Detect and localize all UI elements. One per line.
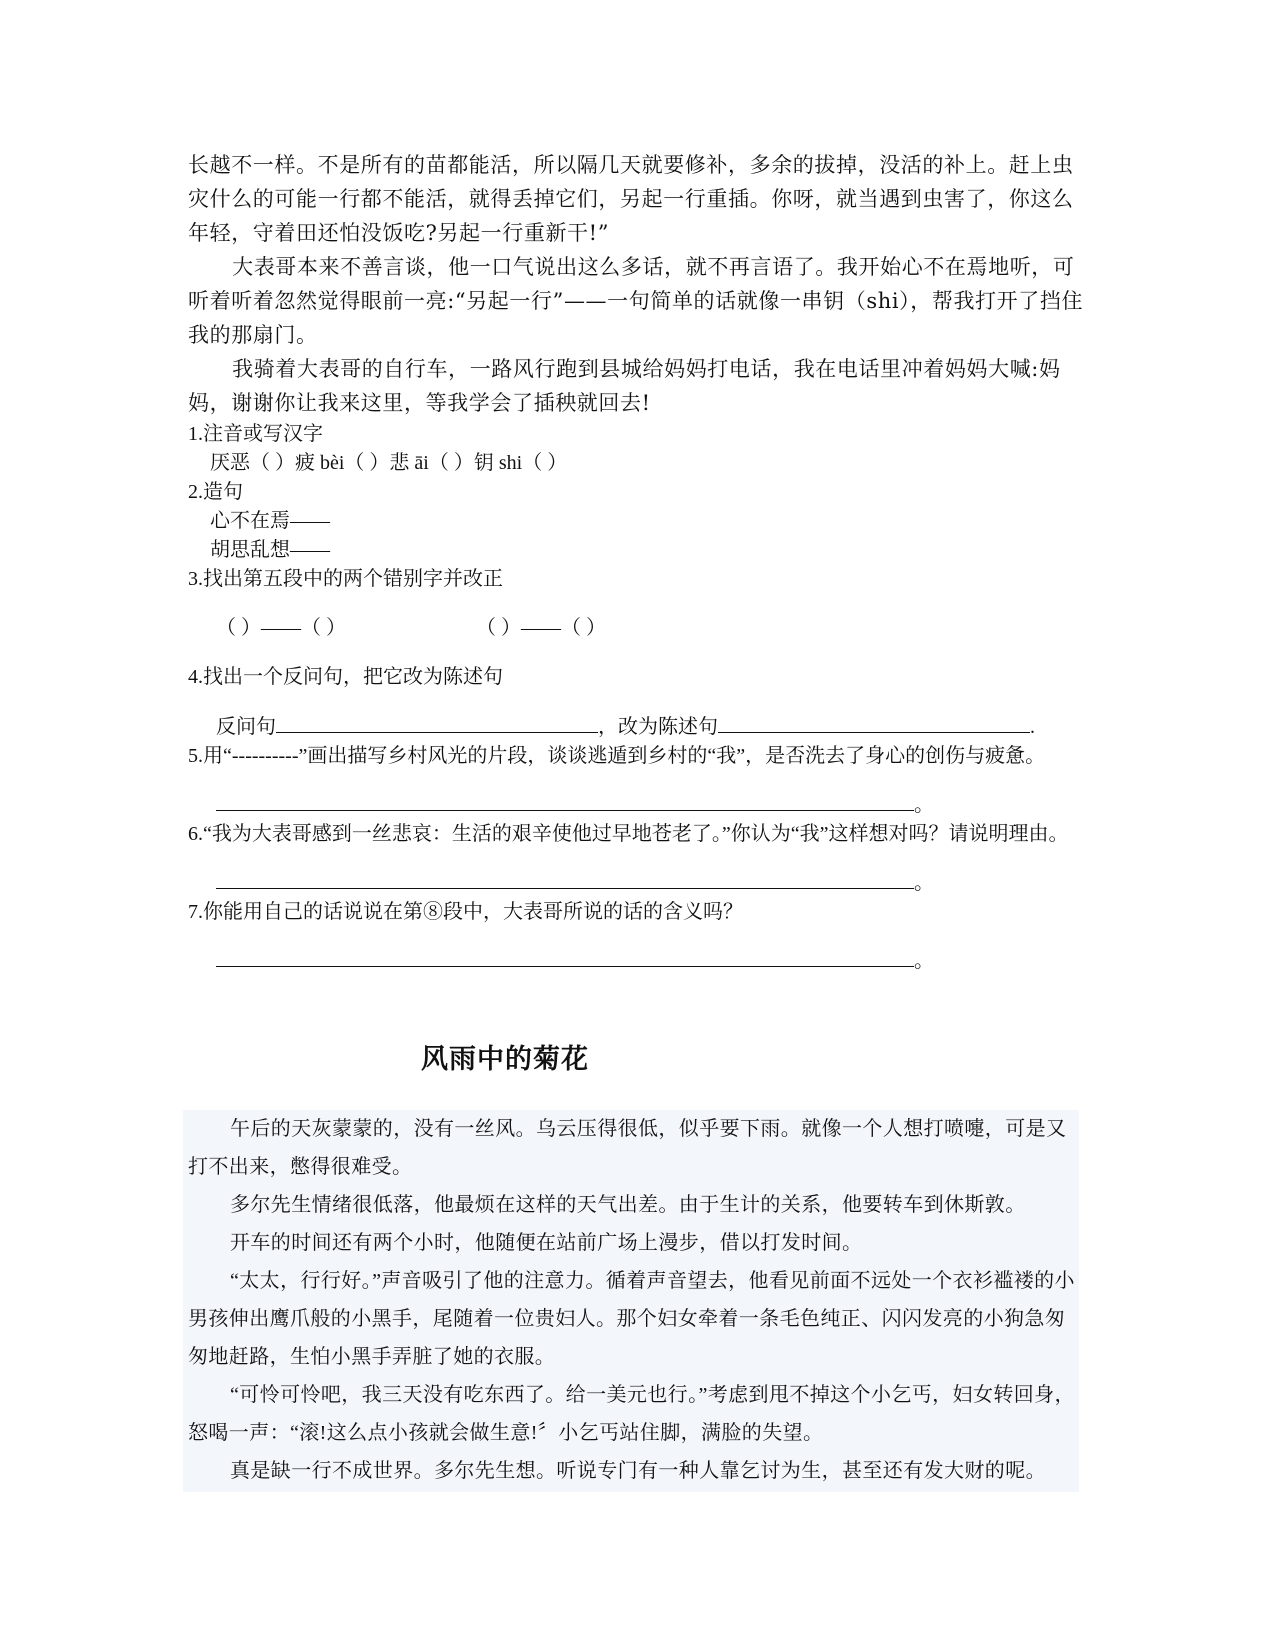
question-3-pair-1: （ ）——（ ） — [216, 617, 346, 639]
question-3-answers — [188, 614, 1088, 643]
question-6-title: 6.“我为大表哥感到一丝悲哀：生活的艰辛使他过早地苍老了。”你认为“我”这样想对吗？请说明理由。 — [188, 823, 1069, 845]
passage-paragraph-2: 大表哥本来不善言谈，他一口气说出这么多话，就不再言语了。我开始心不在焉地听，可听着听着忽然觉得眼前一亮:“另起一行”——一句简单的话就像一串钥（shi），帮我打开了挡住我的那扇门。 — [188, 255, 1084, 347]
passage-paragraph-3: 我骑着大表哥的自行车，一路风行跑到县城给妈妈打电话，我在电话里冲着妈妈大喊:妈妈，谢谢你让我来这里，等我学会了插秧就回去! — [188, 357, 1061, 415]
question-6-blank[interactable] — [216, 870, 914, 889]
question-2-item-2: 胡思乱想—— — [210, 539, 330, 561]
question-5-title: 5.用“----------”画出描写乡村风光的片段，谈谈逃遁到乡村的“我”，是否洗去了身心的创伤与疲惫。 — [188, 745, 1046, 767]
question-4-title: 4.找出一个反问句，把它改为陈述句 — [188, 666, 503, 688]
story-passage — [183, 1110, 1079, 1492]
question-6-end: 。 — [914, 872, 934, 894]
question-7-end: 。 — [914, 950, 934, 972]
story-paragraph: 开车的时间还有两个小时，他随便在站前广场上漫步，借以打发时间。 — [230, 1232, 863, 1254]
question-4-separator: ，改为陈述句 — [598, 716, 718, 738]
question-7-title: 7.你能用自己的话说说在第⑧段中，大表哥所说的话的含义吗？ — [188, 901, 743, 923]
question-5-answer — [188, 791, 1088, 820]
question-1-items: 厌恶（ ）疲 bèi（ ）悲 āi（ ）钥 shi（ ） — [210, 452, 568, 474]
question-3-pair-2: （ ）——（ ） — [476, 617, 606, 639]
question-4-end: . — [1030, 716, 1035, 738]
question-7-blank[interactable] — [216, 948, 914, 967]
question-4-answers — [188, 712, 1088, 742]
question-4-blank-1[interactable] — [276, 712, 598, 733]
question-1-title: 1.注音或写汉字 — [188, 423, 323, 445]
question-6-answer — [188, 869, 1088, 898]
question-2-item-1: 心不在焉—— — [210, 510, 330, 532]
question-4-label: 反问句 — [216, 716, 276, 738]
story-title: 风雨中的菊花 — [421, 1044, 589, 1075]
question-2-title: 2.造句 — [188, 481, 243, 503]
question-5-end: 。 — [914, 794, 934, 816]
question-5-blank[interactable] — [216, 792, 914, 811]
question-7-answer — [188, 947, 1088, 976]
question-3-title: 3.找出第五段中的两个错别字并改正 — [188, 568, 503, 590]
worksheet-content — [188, 148, 1088, 976]
story-paragraph: 多尔先生情绪很低落，他最烦在这样的天气出差。由于生计的关系，他要转车到休斯敦。 — [230, 1194, 1026, 1216]
story-paragraph: “可怜可怜吧，我三天没有吃东西了。给一美元也行。”考虑到甩不掉这个小乞丐，妇女转回身，怒喝一声：“滚!这么点小孩就会做生意!〞小乞丐站住脚，满脸的失望。 — [188, 1384, 1075, 1444]
passage-paragraph-1: 长越不一样。不是所有的苗都能活，所以隔几天就要修补，多余的拔掉，没活的补上。赶上虫灾什么的可能一行都不能活，就得丢掉它们，另起一行重插。你呀，就当遇到虫害了，你这么年轻，守着田还怕没饭吃?另起一行重新干!” — [188, 153, 1074, 245]
story-paragraph: “太太，行行好。”声音吸引了他的注意力。循着声音望去，他看见前面不远处一个衣衫褴褛的小男孩伸出鹰爪般的小黑手，尾随着一位贵妇人。那个妇女牵着一条毛色纯正、闪闪发亮的小狗急匆匆地赶路，生怕小黑手弄脏了她的衣服。 — [188, 1270, 1075, 1368]
story-paragraph: 午后的天灰蒙蒙的，没有一丝风。乌云压得很低，似乎要下雨。就像一个人想打喷嚏，可是又打不出来，憋得很难受。 — [188, 1118, 1067, 1178]
story-paragraph: 真是缺一行不成世界。多尔先生想。听说专门有一种人靠乞讨为生，甚至还有发大财的呢。 — [230, 1460, 1046, 1482]
question-4-blank-2[interactable] — [718, 712, 1030, 733]
